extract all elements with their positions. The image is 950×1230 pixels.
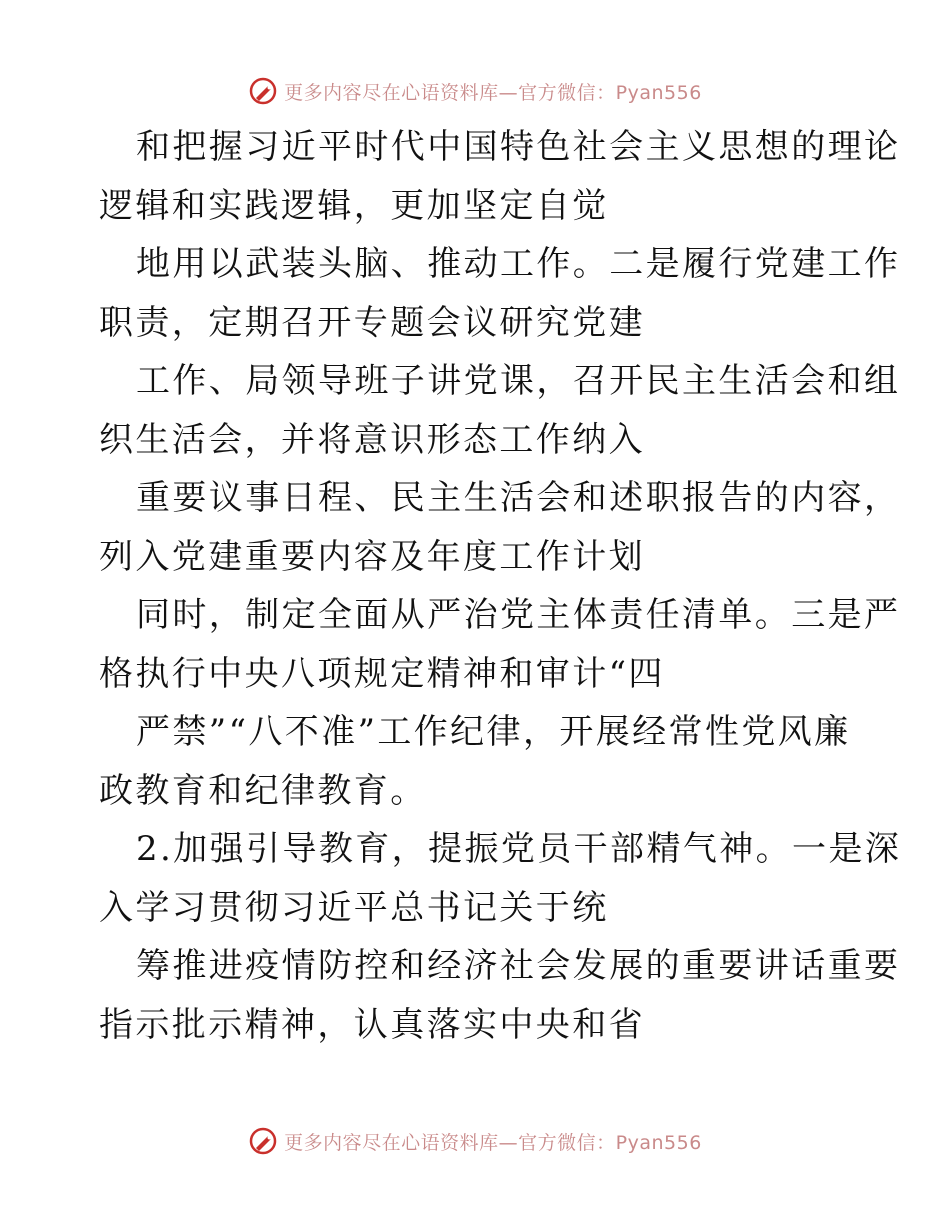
document-body <box>99 118 902 1054</box>
footer-watermark <box>0 1121 950 1161</box>
header-watermark <box>0 71 950 111</box>
paragraph <box>99 820 902 937</box>
paragraph-line: 逻辑和实践逻辑，更加坚定自觉 <box>99 185 609 226</box>
paragraph-line: 政教育和纪律教育。 <box>99 770 427 811</box>
paragraph-line: 2.加强引导教育，提振党员干部精气神。一是深 <box>136 829 902 869</box>
paragraph <box>99 586 901 703</box>
paragraph-line: 入学习贯彻习近平总书记关于统 <box>99 887 609 928</box>
paragraph-line: 格执行中央八项规定精神和审计“四 <box>99 653 665 694</box>
paragraph <box>99 703 859 820</box>
paragraph-line: 筹推进疫情防控和经济社会发展的重要讲话重要 <box>136 946 901 986</box>
paragraph-line: 严禁”“八不准”工作纪律，开展经常性党风廉 <box>136 712 851 752</box>
pen-nib-circle-icon <box>248 1126 278 1156</box>
pen-nib-circle-icon <box>248 76 278 106</box>
paragraph-line: 列入党建重要内容及年度工作计划 <box>99 536 645 577</box>
paragraph-line: 指示批示精神，认真落实中央和省 <box>99 1004 645 1045</box>
paragraph <box>99 469 901 586</box>
paragraph-line: 重要议事日程、民主生活会和述职报告的内容， <box>136 478 901 518</box>
paragraph-line: 职责，定期召开专题会议研究党建 <box>99 302 645 343</box>
paragraph-line: 工作、局领导班子讲党课，召开民主生活会和组 <box>136 361 901 401</box>
paragraph <box>99 352 901 469</box>
paragraph <box>99 235 901 352</box>
paragraph-line: 地用以武装头脑、推动工作。二是履行党建工作 <box>136 244 901 284</box>
paragraph-line: 和把握习近平时代中国特色社会主义思想的理论 <box>136 127 901 167</box>
paragraph <box>99 118 901 235</box>
paragraph <box>99 937 901 1054</box>
watermark-text: 更多内容尽在心语资料库—官方微信：Pyan556 <box>284 1131 702 1154</box>
watermark-text: 更多内容尽在心语资料库—官方微信：Pyan556 <box>284 81 702 104</box>
paragraph-line: 织生活会，并将意识形态工作纳入 <box>99 419 645 460</box>
paragraph-line: 同时，制定全面从严治党主体责任清单。三是严 <box>136 595 901 635</box>
